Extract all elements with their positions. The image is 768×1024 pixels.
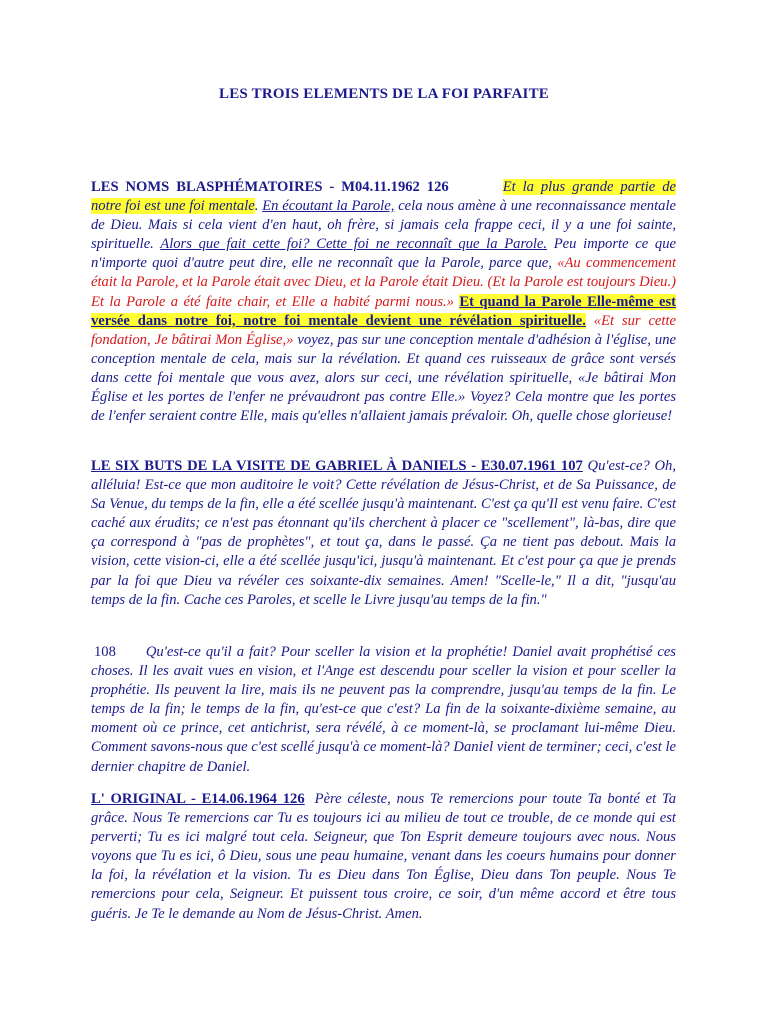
- scripture-quote: «Au commencement était la Parole, et la Parole était avec Dieu, et la Parole était Dieu. (Et la Parole est toujours Dieu.) Et la Parole a été faite chair, et Elle a habité parmi nous.»: [91, 255, 676, 310]
- section-heading: LE SIX BUTS DE LA VISITE DE GABRIEL À DANIELS - E30.07.1961 107: [91, 458, 583, 474]
- paragraph-blasphematoires: [91, 178, 676, 426]
- highlighted-text: Et la plus grande partie de notre foi est une foi mentale: [91, 179, 676, 215]
- text-run: Peu importe ce que n'importe quoi d'autre peut dire, elle ne reconnaît que la Parole, parce que,: [91, 236, 676, 272]
- underlined-text: Alors que fait cette foi? Cette foi ne reconnaît que la Parole.: [160, 236, 548, 253]
- text-run: [586, 313, 594, 329]
- text-run: cela nous amène à une reconnaissance mentale de Dieu. Mais si cela vient d'en haut, oh frère, si jamais cela frappe ceci, il y a une foi sainte, spirituelle.: [91, 198, 676, 253]
- scripture-quote: «Et sur cette fondation, Je bâtirai Mon Église,»: [91, 312, 676, 348]
- text-run: .: [254, 198, 263, 215]
- highlighted-bold-text: Et quand la Parole Elle-même est versée dans notre foi, notre foi mentale devient une révélation spirituelle.: [91, 293, 676, 329]
- text-run: Qu'est-ce? Oh, alléluia! Est-ce que mon auditoire le voit? Cette révélation de Jésus-Christ, et de Sa Puissance, de Sa Venue, du temps de la fin, elle a été scellée jusqu'à maintenant. C'est ça qu'Il est venu faire. C'est caché aux érudits; ce n'est pas étonnant qu'ils cherchent à placer ce "scellement", là-bas, dire que ça correspond à "pas de prophètes", et tout ça, dans le passé. Ça ne tient pas debout. Mais la vision, cette vision-ci, elle a été scellée jusqu'ici, jusqu'à maintenant. Et c'est pour ça que je prends par la foi que Dieu va révéler ces soixante-dix semaines. Amen! "Scelle-le," Il a dit, "jusqu'au temps de la fin. Cache ces Paroles, et scelle le Livre jusqu'au temps de la fin.": [91, 458, 677, 608]
- underlined-text: En écoutant la Parole,: [262, 198, 395, 215]
- paragraph-number: 108: [94, 644, 116, 660]
- text-run: voyez, pas sur une conception mentale d'adhésion à l'église, une conception mentale de cela, mais sur la révélation. Et quand ces ruisseaux de grâce sont versés dans cette foi mentale que vous avez, alors sur ceci, une révélation spirituelle, «Je bâtirai Mon Église et les portes de l'enfer ne prévaudront pas contre Elle.» Voyez? Cela montre que les portes de l'enfer seraient contre Elle, mais qu'elles n'allaient jamais prévaloir. Oh, quelle chose glorieuse!: [91, 331, 676, 425]
- paragraph-original: [91, 790, 676, 924]
- section-heading: LES NOMS BLASPHÉMATOIRES - M04.11.1962 126: [91, 179, 449, 195]
- document-title: LES TROIS ELEMENTS DE LA FOI PARFAITE: [219, 86, 549, 102]
- paragraph-gabriel: [91, 457, 676, 610]
- section-heading: L' ORIGINAL - E14.06.1964 126: [91, 791, 305, 807]
- text-run: Qu'est-ce qu'il a fait? Pour sceller la vision et la prophétie! Daniel avait prophétisé ces choses. Il les avait vues en vision, et l'Ange est descendu pour sceller la vision et pour sceller la prophétie. Ils peuvent la lire, mais ils ne peuvent pas la comprendre, jusqu'au temps de la fin. Le temps de la fin; le temps de la fin, qu'est-ce que c'est? La fin de la soixante-dixième semaine, au moment où ce prince, cet antichrist, sera révélé, à ce moment-là, se proclamant lui-même Dieu. Comment savons-nous que c'est scellé jusqu'à ce moment-là? Daniel vient de terminer; ceci, c'est le dernier chapitre de Daniel.: [91, 644, 676, 775]
- paragraph-108: [91, 643, 676, 777]
- text-run: Père céleste, nous Te remercions pour toute Ta bonté et Ta grâce. Nous Te remercions car Tu es toujours ici au milieu de tout ce trouble, de ce monde qui est perverti; Tu es ici malgré tout cela. Seigneur, que Ton Esprit demeure toujours avec nous. Nous voyons que Tu es ici, ô Dieu, sous une peau humaine, venant dans les coeurs humains pour donner la foi, la révélation et la vision. Tu es Dieu dans Ton Église, Dieu dans Ton peuple. Nous Te remercions pour cela, Seigneur. Et puissent tous croire, ce soir, d'un même accord et être tous guéris. Je Te le demande au Nom de Jésus-Christ. Amen.: [91, 791, 676, 922]
